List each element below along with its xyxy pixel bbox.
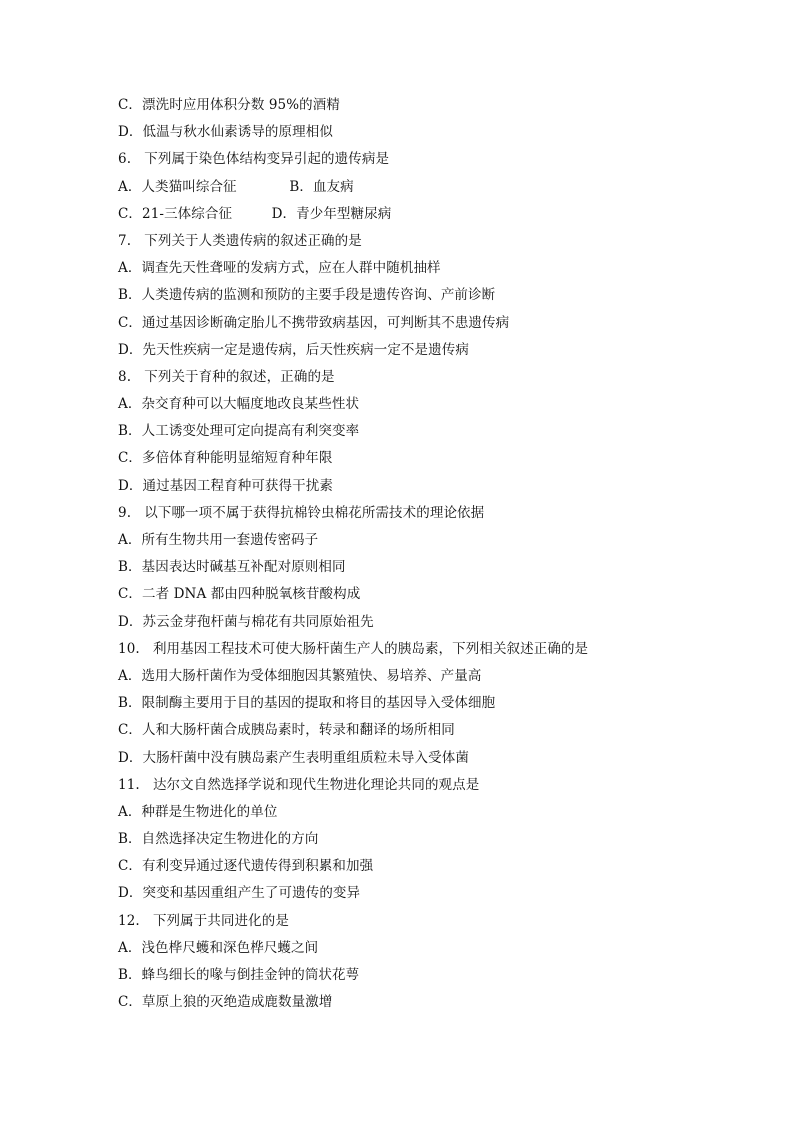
question-7: 7. 下列关于人类遗传病的叙述正确的是: [118, 232, 362, 249]
option-a-q12: A．浅色桦尺蠖和深色桦尺蠖之间: [118, 939, 319, 956]
option-b-q10: B．限制酶主要用于目的基因的提取和将目的基因导入受体细胞: [118, 695, 496, 712]
option-d-q10: D．大肠杆菌中没有胰岛素产生表明重组质粒未导入受体菌: [118, 749, 469, 766]
option-b-q12: B．蜂鸟细长的喙与倒挂金钟的筒状花萼: [118, 967, 360, 983]
question-11: 11. 达尔文自然选择学说和现代生物进化理论共同的观点是: [118, 776, 480, 793]
option-c-q7: C．通过基因诊断确定胎儿不携带致病基因，可判断其不患遗传病: [118, 314, 510, 331]
options-ab-q6: A．人类猫叫综合征 B．血友病: [118, 178, 354, 195]
option-c-q8: C．多倍体育种能明显缩短育种年限: [118, 450, 333, 467]
option-c-q12: C．草原上狼的灭绝造成鹿数量激增: [118, 994, 333, 1011]
question-9: 9. 以下哪一项不属于获得抗棉铃虫棉花所需技术的理论依据: [118, 504, 485, 521]
option-d-q8: D．通过基因工程育种可获得干扰素: [118, 477, 333, 494]
exam-page: [118, 95, 758, 1019]
option-b-q9: B．基因表达时碱基互补配对原则相同: [118, 559, 346, 576]
option-d-q9: D．苏云金芽孢杆菌与棉花有共同原始祖先: [118, 613, 374, 630]
option-c-q11: C．有利变异通过逐代遗传得到积累和加强: [118, 858, 374, 875]
question-12: 12. 下列属于共同进化的是: [118, 912, 289, 929]
option-d-q11: D．突变和基因重组产生了可遗传的变异: [118, 885, 361, 902]
options-cd-q6: C．21-三体综合征 D．青少年型糖尿病: [118, 205, 392, 222]
option-d-q7: D．先天性疾病一定是遗传病，后天性疾病一定不是遗传病: [118, 341, 469, 358]
option-b-q7: B．人类遗传病的监测和预防的主要手段是遗传咨询、产前诊断: [118, 287, 496, 304]
question-10: 10. 利用基因工程技术可使大肠杆菌生产人的胰岛素，下列相关叙述正确的是: [118, 640, 589, 657]
option-c-q9: C．二者 DNA 都由四种脱氧核苷酸构成: [118, 586, 361, 603]
option-a-q9: A．所有生物共用一套遗传密码子: [118, 532, 319, 548]
option-a-q10: A．选用大肠杆菌作为受体细胞因其繁殖快、易培养、产量高: [118, 667, 482, 684]
question-6: 6. 下列属于染色体结构变异引起的遗传病是: [118, 151, 390, 168]
question-8: 8. 下列关于育种的叙述，正确的是: [118, 368, 335, 385]
option-a-q11: A．种群是生物进化的单位: [118, 803, 278, 820]
option-b-q11: B．自然选择决定生物进化的方向: [118, 831, 319, 848]
option-a-q8: A．杂交育种可以大幅度地改良某些性状: [118, 396, 360, 413]
option-a-q7: A．调查先天性聋哑的发病方式，应在人群中随机抽样: [118, 260, 441, 277]
option-c-q5: C．漂洗时应用体积分数 95%的酒精: [118, 97, 340, 113]
option-b-q8: B．人工诱变处理可定向提高有利突变率: [118, 423, 360, 440]
option-c-q10: C．人和大肠杆菌合成胰岛素时，转录和翻译的场所相同: [118, 722, 455, 739]
option-d-q5: D．低温与秋水仙素诱导的原理相似: [118, 124, 333, 141]
